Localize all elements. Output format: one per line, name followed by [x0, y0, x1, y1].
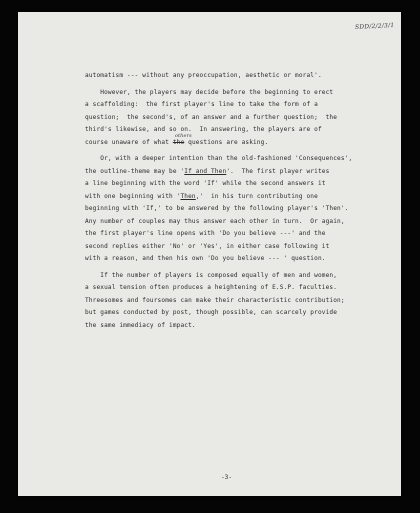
text-segment: '. The first player writes: [226, 167, 330, 175]
text-line: [85, 132, 403, 150]
paragraph: [85, 87, 403, 150]
typescript-body: [85, 70, 403, 332]
page-number: -3-: [221, 474, 233, 481]
paragraph: [85, 270, 403, 333]
text-line: [85, 166, 403, 179]
paragraph: [85, 153, 403, 266]
text-segment: a line beginning with the word 'If' while the second answers it: [85, 180, 326, 187]
underlined-phrase: If and Then: [184, 167, 227, 175]
text-segment: ,' in his turn contributing one: [195, 192, 318, 200]
text-segment: beginning with 'If,' to be answered by the following player's 'Then'.: [85, 205, 349, 212]
text-line: a scaffolding: the first player's line to take the form of a: [85, 101, 318, 108]
text-segment: Or, with a deeper intention than the old-fashioned 'Consequences',: [85, 155, 353, 162]
text-line: [85, 216, 403, 229]
text-line: [85, 203, 403, 216]
text-segment: with a reason, and then his own 'Do you believe --- ' question.: [85, 255, 326, 262]
text-line: [85, 241, 403, 254]
text-segment: course unaware of what: [85, 138, 173, 146]
handwritten-correction: [172, 132, 192, 150]
text-segment: questions are asking.: [184, 138, 269, 146]
struck-word: the: [172, 138, 185, 146]
archive-reference: SDD/2/2/3/1: [354, 21, 395, 32]
text-line: [85, 178, 403, 191]
text-line: a sexual tension often produces a heightening of E.S.P. faculties.: [85, 284, 338, 291]
text-line: but games conducted by post, though possible, can scarcely provide: [85, 309, 338, 316]
paragraph: [85, 70, 403, 83]
text-segment: Any number of couples may thus answer each other in turn. Or again,: [85, 217, 345, 225]
text-line: If the number of players is composed equally of men and women,: [85, 271, 338, 279]
text-segment: with one beginning with ': [85, 192, 181, 200]
typescript-page: [18, 12, 401, 496]
text-line: Threesomes and foursomes can make their characteristic contribution;: [85, 296, 345, 304]
text-line: [85, 153, 403, 166]
text-line: However, the players may decide before the beginning to erect: [85, 88, 334, 96]
text-line: [85, 253, 403, 266]
text-line: question; the second's, of an answer and a further question; the: [85, 113, 338, 121]
underlined-phrase: Then: [180, 192, 196, 200]
text-line: third's likewise, and so on. In answering, the players are of: [85, 126, 322, 133]
handwritten-insertion: others: [174, 132, 192, 139]
text-line: [85, 191, 403, 204]
text-segment: second replies either 'No' or 'Yes', in either case following it: [85, 242, 330, 250]
text-line: [85, 228, 403, 241]
text-line: automatism --- without any preoccupation, aesthetic or moral'.: [85, 72, 322, 79]
text-segment: the outline-theme may be ': [85, 167, 185, 175]
text-line: the same immediacy of impact.: [85, 321, 196, 329]
text-segment: the first player's line opens with 'Do you believe ---' and the: [85, 230, 326, 237]
